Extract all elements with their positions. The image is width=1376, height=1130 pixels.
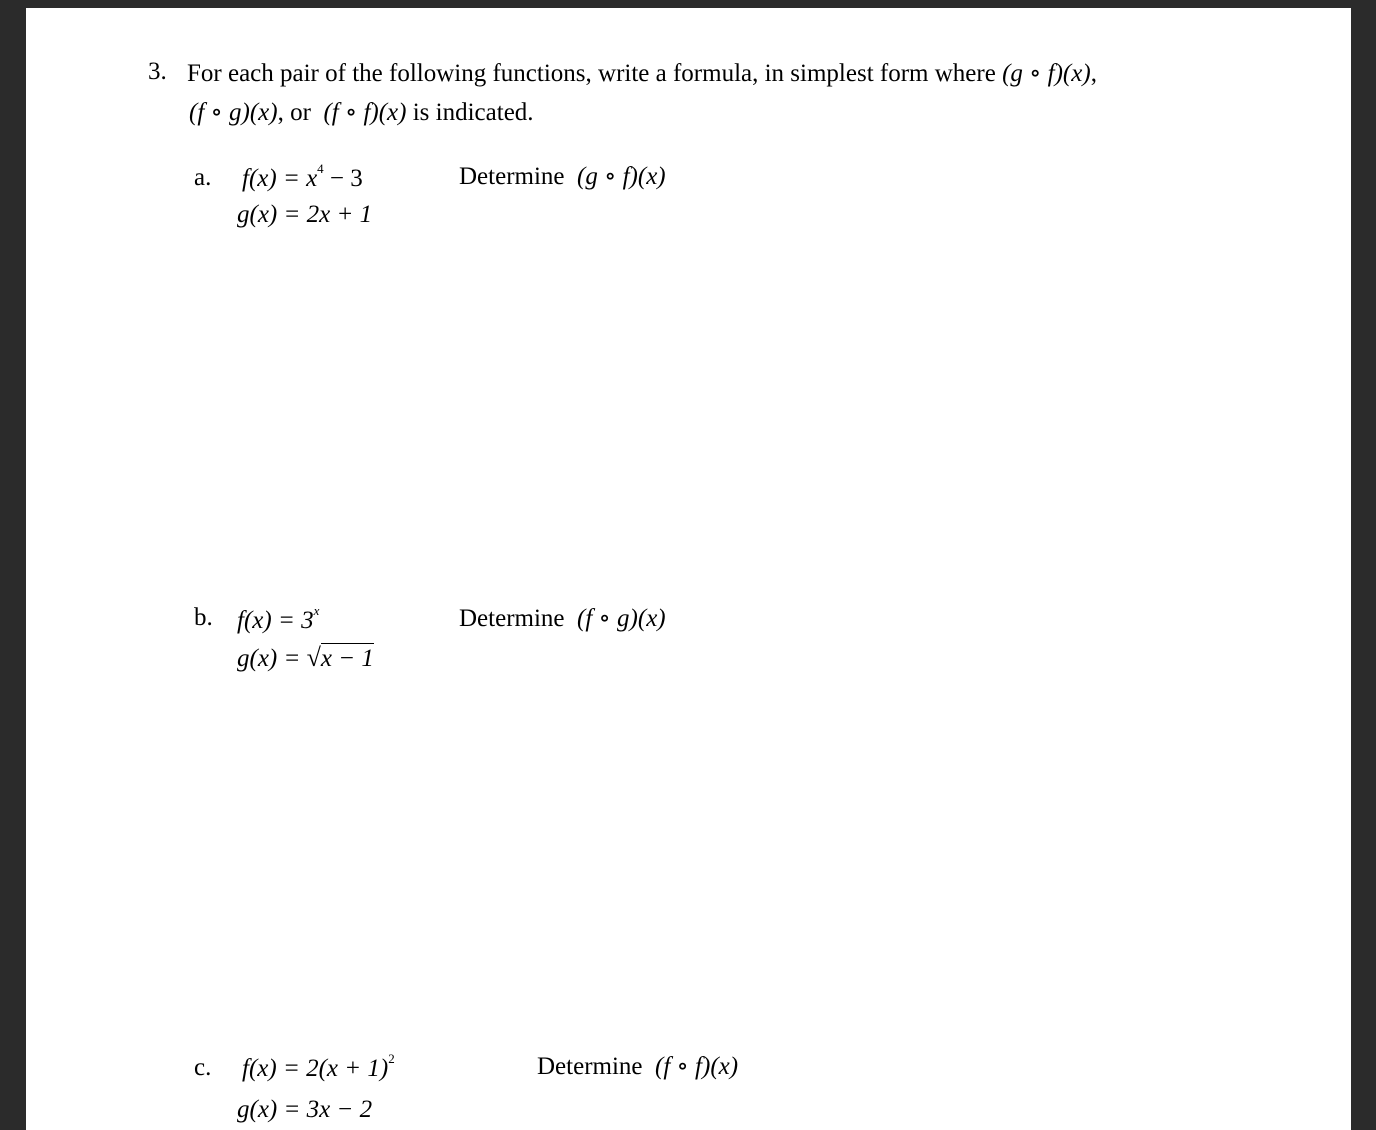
determine-expr-g-of-f: (g ∘ f)(x) [577,163,666,190]
part-a-label: a. [194,164,212,191]
part-c-g-formula: g(x) = 3x − 2 [237,1096,373,1123]
part-b-determine [459,603,666,633]
determine-word: Determine [537,1053,643,1080]
part-a-determine [459,161,666,191]
composition-g-of-f: (g ∘ f)(x) [1002,60,1091,87]
part-a-g-formula: g(x) = 2x + 1 [237,201,373,228]
determine-expr-f-of-g: (f ∘ g)(x) [577,605,666,632]
determine-expr-f-of-f: (f ∘ f)(x) [655,1053,739,1080]
square-root: √x − 1 [306,643,374,672]
part-c-f-formula: $f(x) = 2(x + 1)^2$ [242,1051,395,1082]
problem-intro-tail: is indicated. [412,99,534,126]
document-page [26,8,1351,1130]
determine-word: Determine [459,163,565,190]
part-b-label: b. [194,604,213,631]
part-c-determine [537,1051,738,1081]
composition-f-of-g: (f ∘ g)(x) [189,99,278,126]
determine-word: Determine [459,605,565,632]
part-a-f-formula: $f(x) = x^4 - 3$ [242,161,363,192]
part-b-g-formula: g(x) = √x − 1 [237,643,374,672]
problem-statement-line-1: For each pair of the following functions, write a formula, in simplest form where (g ∘ f)(x), [187,60,1097,87]
or-word: or [290,99,311,126]
part-c-label: c. [194,1054,212,1081]
composition-f-of-f: (f ∘ f)(x) [323,99,407,126]
problem-statement-line-2: (f ∘ g)(x), or (f ∘ f)(x) is indicated. [189,99,534,126]
problem-number: 3. [148,58,167,85]
problem-intro-text: For each pair of the following functions, write a formula, in simplest form where [187,60,996,87]
part-b-f-formula: $f(x) = 3^x$ [237,603,320,634]
radicand: x − 1 [320,645,374,672]
